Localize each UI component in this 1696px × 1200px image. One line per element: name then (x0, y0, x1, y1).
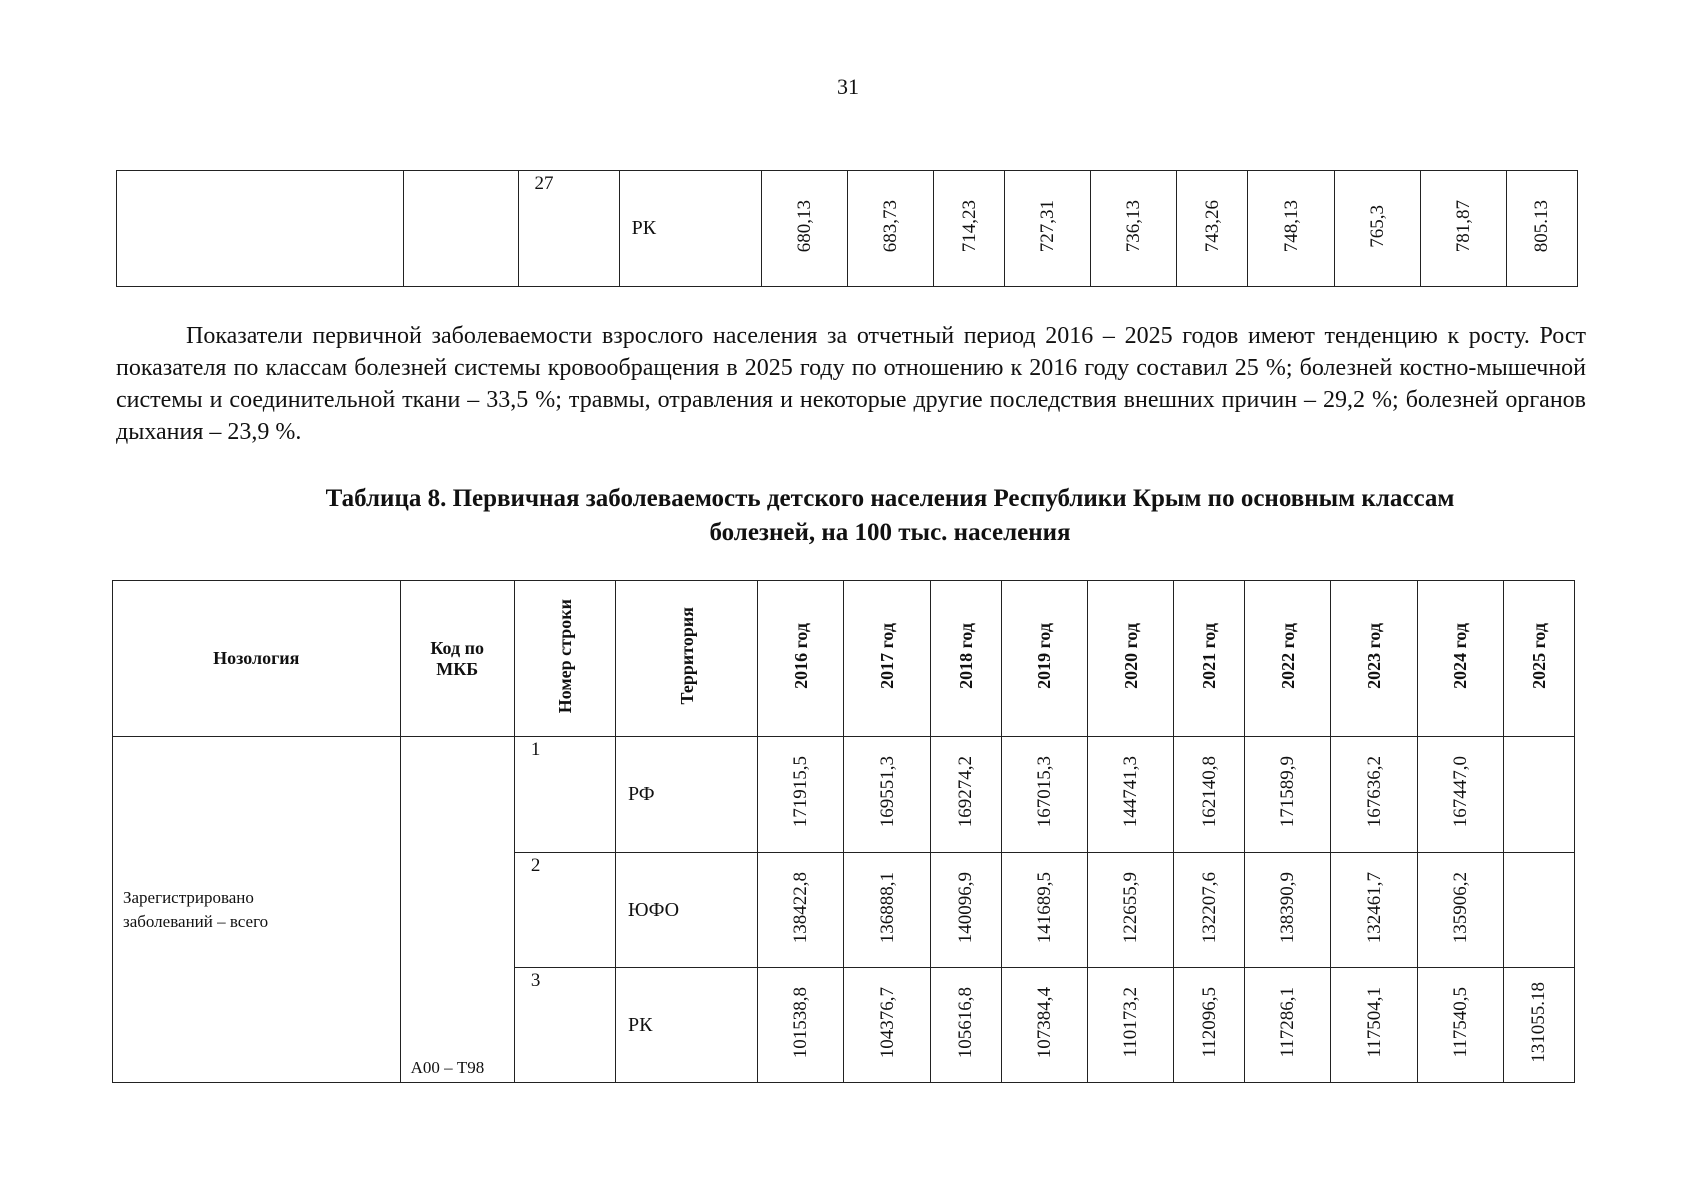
row-number-cell (514, 968, 615, 1083)
value-cell (1245, 737, 1331, 853)
value: 107384,4 (1033, 986, 1055, 1059)
value: 105616,8 (955, 986, 977, 1059)
value-cell (1087, 853, 1173, 968)
table-caption-line2: болезней, на 100 тыс. населения (709, 519, 1071, 546)
value-cell (844, 853, 930, 968)
row-number: 27 (534, 173, 554, 194)
value-cell (758, 737, 844, 853)
header-year (844, 581, 930, 737)
territory-cell: РФ (616, 737, 758, 853)
value: 167447,0 (1449, 756, 1471, 828)
value: 135906,2 (1449, 871, 1471, 944)
value-cell (930, 853, 1001, 968)
value: 167636,2 (1363, 756, 1385, 828)
value-cell (1503, 853, 1574, 968)
value-cell (1005, 171, 1091, 287)
value: 117286,1 (1277, 987, 1299, 1058)
body-paragraph: Показатели первичной заболеваемости взрослого населения за отчетный период 2016 – 2025 годов имеют тенденцию к росту. Рост показателя по классам болезней системы кровообращения в 2025 году по отношению к 2016 году составил 25 %; болезней костно-мышечной системы и соединительной ткани – 33,5 %; травмы, отравления и некоторые другие последствия внешних причин – 29,2 %; болезней органов дыхания – 23,9 %. (116, 323, 1586, 445)
value: 112096,5 (1198, 987, 1220, 1058)
header-year-text: 2024 год (1450, 623, 1471, 689)
value-cell (930, 968, 1001, 1083)
header-row (113, 581, 1575, 737)
value: 138422,8 (790, 871, 812, 944)
row-number: 2 (530, 855, 541, 876)
header-year-text: 2022 год (1277, 623, 1298, 689)
value-cell (1174, 968, 1245, 1083)
row-number: 1 (530, 739, 541, 760)
value-cell (761, 171, 847, 287)
header-year-text: 2025 год (1528, 623, 1549, 689)
value: 122655,9 (1120, 871, 1142, 944)
value-cell (758, 968, 844, 1083)
value-cell (1245, 968, 1331, 1083)
value-cell (1331, 853, 1417, 968)
value-cell (1503, 737, 1574, 853)
value-cell (1248, 171, 1334, 287)
header-year (1001, 581, 1087, 737)
value: 117504,1 (1363, 987, 1385, 1058)
value-cell (1001, 968, 1087, 1083)
header-icd-code-line2: МКБ (436, 658, 479, 679)
value-cell (1177, 171, 1248, 287)
value: 748,13 (1280, 199, 1302, 253)
header-year (758, 581, 844, 737)
value: 169551,3 (876, 756, 898, 828)
value: 714,23 (958, 199, 980, 253)
value: 101538,8 (790, 986, 812, 1059)
value-cell (1001, 853, 1087, 968)
value: 169274,2 (955, 756, 977, 828)
value: 683,73 (880, 199, 902, 253)
row-number-cell (514, 853, 615, 968)
value: 140096,9 (955, 871, 977, 944)
header-year-text: 2016 год (790, 623, 811, 689)
table-caption (180, 482, 1600, 550)
value-cell (1001, 737, 1087, 853)
value: 805.13 (1531, 199, 1553, 253)
value-cell (1174, 737, 1245, 853)
value: 141689,5 (1033, 871, 1055, 944)
header-icd-code-line1: Код по (430, 637, 484, 658)
territory-cell: ЮФО (616, 853, 758, 968)
value-cell (1087, 968, 1173, 1083)
nozology-line1: Зарегистрировано (123, 887, 254, 907)
header-territory-text: Территория (676, 607, 697, 705)
header-year (1417, 581, 1503, 737)
value: 167015,3 (1033, 756, 1055, 828)
value: 131055.18 (1528, 982, 1550, 1063)
icd-code-cell: А00 – Т98 (400, 737, 514, 1083)
value: 781,87 (1452, 199, 1474, 253)
nozology-cell (117, 171, 404, 287)
value-cell (1245, 853, 1331, 968)
nozology-line2: заболеваний – всего (123, 911, 269, 931)
value-cell (1417, 968, 1503, 1083)
header-year (1245, 581, 1331, 737)
value: 104376,7 (876, 986, 898, 1059)
header-year (1331, 581, 1417, 737)
value: 171589,9 (1277, 756, 1299, 828)
value-cell (844, 968, 930, 1083)
continuation-table (116, 170, 1578, 287)
value-cell (847, 171, 933, 287)
header-year-text: 2019 год (1034, 623, 1055, 689)
row-number: 3 (530, 970, 541, 991)
value-cell (930, 737, 1001, 853)
value: 765,3 (1366, 204, 1388, 248)
value: 743,26 (1201, 199, 1223, 253)
value-cell (1417, 737, 1503, 853)
value: 736,13 (1123, 199, 1145, 253)
value: 117540,5 (1449, 987, 1471, 1058)
header-territory (616, 581, 758, 737)
value: 680,13 (793, 199, 815, 253)
row-number-cell (518, 171, 619, 287)
value-cell (1420, 171, 1506, 287)
row-number-cell (514, 737, 615, 853)
value-cell (1506, 171, 1577, 287)
header-year-text: 2020 год (1120, 623, 1141, 689)
morbidity-table (112, 580, 1575, 1083)
header-year (1174, 581, 1245, 737)
table-row (113, 737, 1575, 853)
value: 162140,8 (1198, 756, 1220, 828)
header-year (1087, 581, 1173, 737)
header-row-number-text: Номер строки (554, 598, 575, 714)
value-cell (934, 171, 1005, 287)
value: 110173,2 (1120, 987, 1142, 1058)
header-year (1503, 581, 1574, 737)
value: 132207,6 (1198, 871, 1220, 944)
icd-code-cell (404, 171, 518, 287)
territory-cell: РК (619, 171, 761, 287)
value: 138390,9 (1277, 871, 1299, 944)
value-cell (1091, 171, 1177, 287)
value-cell (1174, 853, 1245, 968)
header-icd-code (400, 581, 514, 737)
header-row-number (514, 581, 615, 737)
value-cell (1334, 171, 1420, 287)
page-number: 31 (837, 74, 859, 99)
value-cell (844, 737, 930, 853)
header-nozology: Нозология (113, 581, 401, 737)
value-cell (1417, 853, 1503, 968)
header-year-text: 2018 год (955, 623, 976, 689)
table-caption-line1: Таблица 8. Первичная заболеваемость детского населения Республики Крым по основным классам (325, 485, 1455, 512)
value-cell (1331, 968, 1417, 1083)
territory-cell: РК (616, 968, 758, 1083)
value-cell (1087, 737, 1173, 853)
value-cell (1503, 968, 1574, 1083)
nozology-cell (113, 737, 401, 1083)
header-year-text: 2023 год (1364, 623, 1385, 689)
value: 144741,3 (1120, 756, 1142, 828)
value-cell (1331, 737, 1417, 853)
value: 727,31 (1037, 199, 1059, 253)
value-cell (758, 853, 844, 968)
header-year-text: 2021 год (1199, 623, 1220, 689)
header-year (930, 581, 1001, 737)
value: 136888,1 (876, 871, 898, 944)
value: 171915,5 (790, 756, 812, 828)
value: 132461,7 (1363, 871, 1385, 944)
header-year-text: 2017 год (877, 623, 898, 689)
